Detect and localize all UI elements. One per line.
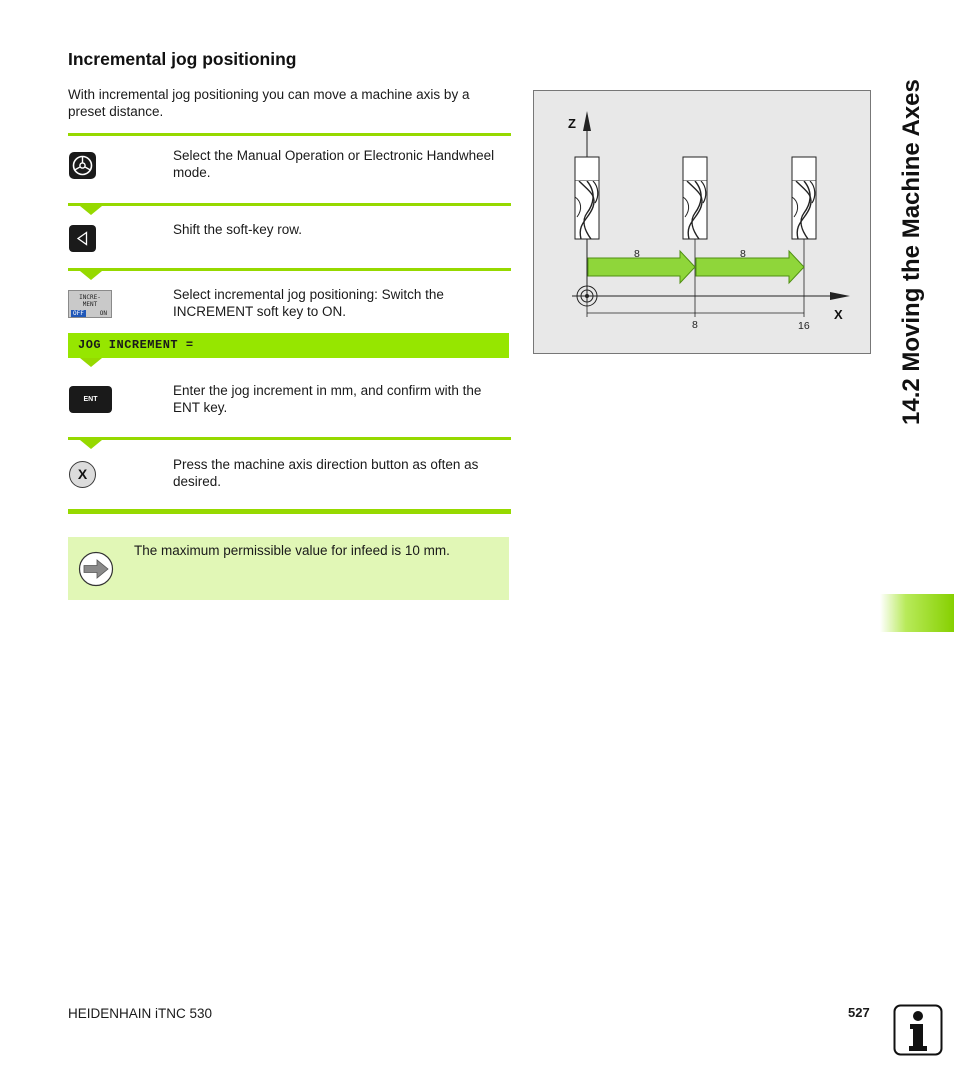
- step-arrow: [80, 358, 102, 367]
- softkey-off-state: OFF: [73, 310, 84, 317]
- tool-start: [575, 157, 599, 239]
- increment-arrow-1: [588, 251, 695, 283]
- z-axis-arrowhead: [583, 111, 591, 131]
- dialog-prompt: JOG INCREMENT =: [78, 338, 194, 352]
- intro-text: With incremental jog positioning you can move a machine axis by a preset distance.: [68, 87, 470, 119]
- step-2-text: Shift the soft-key row.: [173, 222, 303, 237]
- chapter-title: 14.2 Moving the Machine Axes: [898, 79, 925, 425]
- x-axis-label: X: [834, 307, 843, 322]
- x-axis-key: X: [69, 461, 96, 488]
- softkey-line-1: INCRE-: [79, 294, 101, 301]
- softkey-line-2: MENT: [82, 301, 98, 308]
- z-axis-label: Z: [568, 116, 576, 131]
- step-divider: [68, 437, 511, 440]
- note-box: [68, 537, 509, 600]
- steps-end-divider: [68, 509, 511, 514]
- increment-softkey: [68, 290, 112, 318]
- step-arrow: [80, 206, 102, 215]
- ent-key: ENT: [69, 386, 112, 413]
- section-title: Incremental jog positioning: [68, 49, 297, 69]
- handwheel-icon: [69, 152, 96, 179]
- x-axis-arrowhead: [830, 292, 850, 300]
- step-arrow: [80, 271, 102, 280]
- footer-product: HEIDENHAIN iTNC 530: [68, 1006, 213, 1021]
- step-5-text: Press the machine axis direction button as often as desired.: [173, 457, 479, 489]
- dialog-prompt-bar: [68, 333, 509, 358]
- step-4-text: Enter the jog increment in mm, and confirm with the ENT key.: [173, 383, 482, 415]
- increment-label-2: 8: [740, 248, 746, 260]
- shift-softkey-row-icon: [69, 225, 96, 252]
- arrow-right-icon: [78, 551, 114, 587]
- step-3-text: Select incremental jog positioning: Switch the INCREMENT soft key to ON.: [173, 287, 444, 319]
- tool-position-1: [683, 157, 707, 239]
- step-arrow: [80, 440, 102, 449]
- chapter-tab: [880, 594, 954, 632]
- step-divider: [68, 203, 511, 206]
- step-1-text: Select the Manual Operation or Electronic Handwheel mode.: [173, 148, 495, 180]
- note-text: The maximum permissible value for infeed is 10 mm.: [134, 543, 450, 558]
- jog-increment-figure: [533, 90, 871, 354]
- position-label-1: 8: [692, 319, 698, 331]
- increment-arrow-2: [696, 251, 804, 283]
- softkey-on-state: ON: [99, 310, 107, 317]
- tool-position-2: [792, 157, 816, 239]
- info-icon: [893, 1004, 943, 1056]
- page-number: 527: [848, 1005, 870, 1020]
- increment-label-1: 8: [634, 248, 640, 260]
- step-divider: [68, 133, 511, 136]
- step-divider: [68, 268, 511, 271]
- position-label-2: 16: [798, 320, 810, 332]
